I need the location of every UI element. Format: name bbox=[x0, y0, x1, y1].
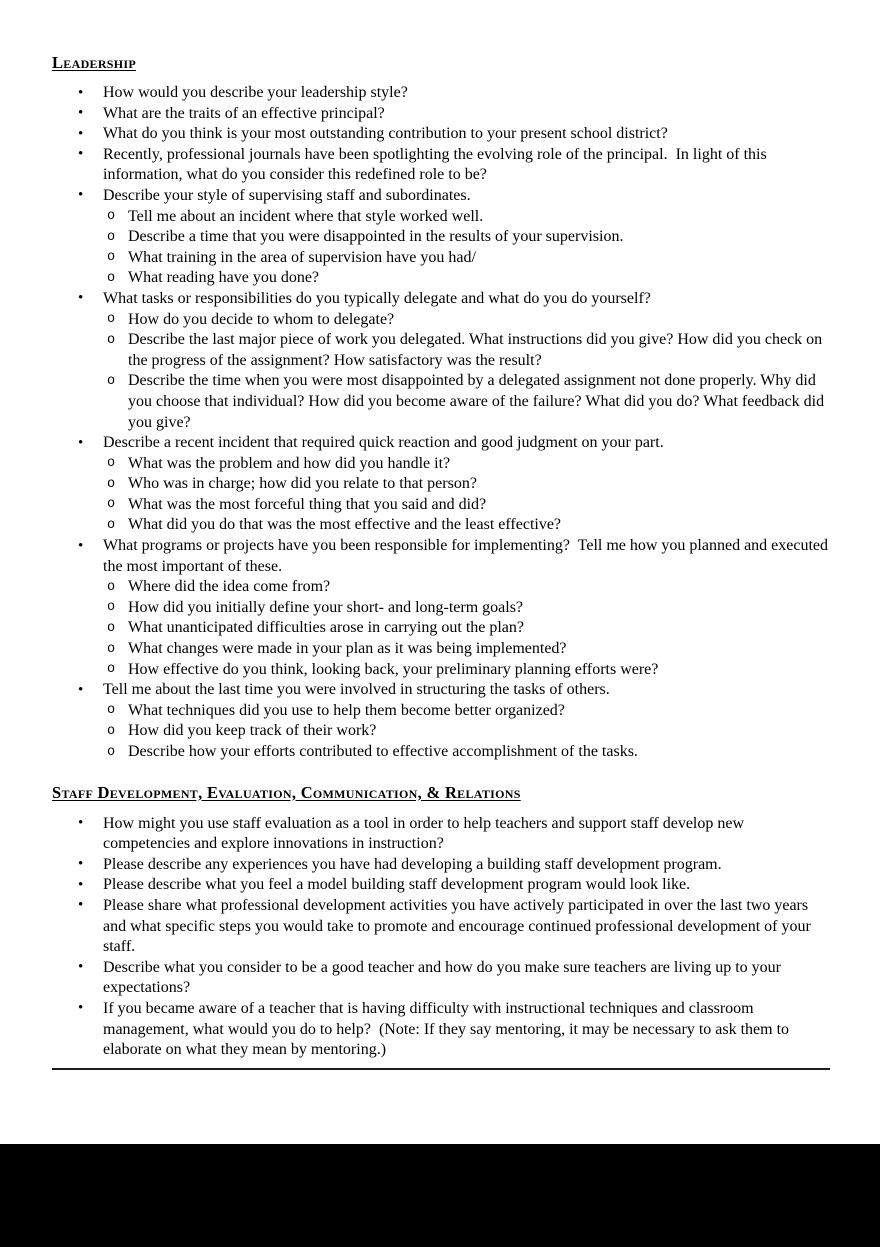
followup-row bbox=[52, 639, 830, 660]
footer-divider-line bbox=[52, 1068, 830, 1071]
bullet-icon: • bbox=[78, 434, 84, 451]
circle-bullet-icon: o bbox=[107, 373, 116, 389]
question-text: Tell me about the last time you were involved in structuring the tasks of others. bbox=[103, 681, 610, 699]
question-item bbox=[52, 814, 830, 855]
question-item bbox=[52, 145, 830, 186]
bullet-icon: • bbox=[78, 876, 84, 893]
question-text: What training in the area of supervision have you had/ bbox=[128, 248, 476, 266]
question-text: Describe a recent incident that required quick reaction and good judgment on your part. bbox=[103, 434, 664, 452]
circle-bullet-icon: o bbox=[107, 456, 116, 472]
bullet-icon: • bbox=[78, 146, 84, 163]
question-item bbox=[52, 83, 830, 104]
circle-bullet-icon: o bbox=[107, 744, 116, 760]
question-text: Describe your style of supervising staff and subordinates. bbox=[103, 186, 471, 204]
question-text: If you became aware of a teacher that is having difficulty with instructional techniques and classroom management, what would you do to help? (Note: If they say mentoring, it may be necessary to ask them to elaborate on what they mean by mentoring.) bbox=[103, 999, 794, 1059]
question-item bbox=[52, 875, 830, 896]
question-text: Who was in charge; how did you relate to that person? bbox=[128, 475, 477, 493]
question-list-staff-development bbox=[52, 814, 830, 1061]
question-item bbox=[52, 104, 830, 125]
question-text: How did you keep track of their work? bbox=[128, 722, 377, 740]
question-item bbox=[52, 289, 830, 433]
question-list-leadership bbox=[52, 83, 833, 763]
followup-row bbox=[52, 701, 830, 722]
question-text: Where did the idea come from? bbox=[128, 578, 331, 596]
question-item bbox=[52, 536, 833, 680]
question-text: Please share what professional development activities you have actively participated in over the last two years and what specific steps you would take to promote and encourage continued professional development of your staff. bbox=[103, 896, 815, 956]
circle-bullet-icon: o bbox=[107, 703, 116, 719]
circle-bullet-icon: o bbox=[107, 332, 116, 348]
question-text: What reading have you done? bbox=[128, 269, 320, 287]
question-text: What was the most forceful thing that you said and did? bbox=[128, 495, 487, 513]
question-item bbox=[52, 855, 830, 876]
question-text: Describe how your efforts contributed to effective accomplishment of the tasks. bbox=[128, 743, 638, 760]
bullet-icon: • bbox=[78, 187, 84, 204]
bullet-icon: • bbox=[78, 681, 84, 698]
followup-row bbox=[52, 660, 830, 681]
black-band-below-page bbox=[0, 1144, 880, 1247]
bullet-icon: • bbox=[78, 959, 84, 976]
question-text: What programs or projects have you been responsible for implementing? Tell me how you planned and executed the most important of these. bbox=[103, 537, 833, 575]
question-text: Please describe any experiences you have had developing a building staff development program. bbox=[103, 855, 722, 873]
bullet-icon: • bbox=[78, 1000, 84, 1017]
question-text: How do you decide to whom to delegate? bbox=[128, 310, 395, 328]
question-text: Describe the last major piece of work you delegated. What instructions did you give? How did you check on the progress of the assignment? How satisfactory was the result? bbox=[128, 331, 827, 369]
question-text: How would you describe your leadership style? bbox=[103, 84, 408, 101]
bullet-icon: • bbox=[78, 537, 84, 554]
bullet-icon: • bbox=[78, 897, 84, 914]
question-text: What was the problem and how did you handle it? bbox=[128, 454, 451, 472]
circle-bullet-icon: o bbox=[107, 579, 116, 595]
question-row bbox=[52, 145, 830, 186]
question-row bbox=[52, 536, 833, 577]
circle-bullet-icon: o bbox=[107, 250, 116, 266]
question-item bbox=[52, 958, 830, 999]
question-row bbox=[52, 875, 830, 896]
question-text: What unanticipated difficulties arose in carrying out the plan? bbox=[128, 619, 525, 637]
followup-row bbox=[52, 742, 830, 763]
question-item bbox=[52, 124, 830, 145]
followup-row bbox=[52, 268, 830, 289]
question-text: What changes were made in your plan as it was being implemented? bbox=[128, 640, 567, 658]
followup-row bbox=[52, 227, 830, 248]
question-text: What are the traits of an effective principal? bbox=[103, 104, 385, 122]
followup-row bbox=[52, 248, 830, 269]
question-text: Please describe what you feel a model building staff development program would look like. bbox=[103, 876, 691, 894]
question-row bbox=[52, 289, 830, 310]
bullet-icon: • bbox=[78, 290, 84, 307]
followup-row bbox=[52, 721, 830, 742]
question-text: What did you do that was the most effective and the least effective? bbox=[128, 516, 562, 534]
circle-bullet-icon: o bbox=[107, 312, 116, 328]
bullet-icon: • bbox=[78, 815, 84, 832]
question-row bbox=[52, 958, 830, 999]
followup-row bbox=[52, 330, 830, 371]
bullet-icon: • bbox=[78, 125, 84, 142]
question-row bbox=[52, 896, 830, 958]
question-item bbox=[52, 433, 830, 536]
followup-row bbox=[52, 454, 830, 475]
question-text: What techniques did you use to help them become better organized? bbox=[128, 701, 565, 719]
question-text: How might you use staff evaluation as a tool in order to help teachers and support staff develop new competencies and explore innovations in instruction? bbox=[103, 814, 749, 853]
followup-row bbox=[52, 310, 830, 331]
section-staff-development bbox=[52, 784, 830, 1061]
circle-bullet-icon: o bbox=[107, 641, 116, 657]
circle-bullet-icon: o bbox=[107, 209, 116, 225]
question-text: Recently, professional journals have been spotlighting the evolving role of the principal. In light of this information, what do you consider this redefined role to be? bbox=[103, 145, 771, 184]
circle-bullet-icon: o bbox=[107, 229, 116, 245]
circle-bullet-icon: o bbox=[107, 723, 116, 739]
bullet-icon: • bbox=[78, 856, 84, 873]
followup-row bbox=[52, 515, 830, 536]
bullet-icon: • bbox=[78, 105, 84, 122]
followup-row bbox=[52, 371, 830, 433]
question-row bbox=[52, 814, 830, 855]
followup-row bbox=[52, 474, 830, 495]
question-row bbox=[52, 855, 830, 876]
question-text: How did you initially define your short- and long-term goals? bbox=[128, 598, 524, 616]
question-item bbox=[52, 186, 830, 289]
question-text: Describe the time when you were most disappointed by a delegated assignment not done properly. Why did you choose that individual? How did you become aware of the failure? What did you do? What feedback did you give? bbox=[128, 372, 829, 431]
circle-bullet-icon: o bbox=[107, 476, 116, 492]
section-leadership bbox=[52, 53, 833, 763]
circle-bullet-icon: o bbox=[107, 600, 116, 616]
section-heading-leadership: Leadership bbox=[52, 53, 137, 72]
followup-row bbox=[52, 618, 830, 639]
question-item bbox=[52, 999, 830, 1061]
section-heading-staff-development: Staff Development, Evaluation, Communication, & Relations bbox=[52, 782, 521, 802]
question-text: Tell me about an incident where that style worked well. bbox=[128, 207, 484, 225]
question-item bbox=[52, 896, 830, 958]
question-row bbox=[52, 999, 830, 1061]
followup-row bbox=[52, 495, 830, 516]
circle-bullet-icon: o bbox=[107, 517, 116, 533]
circle-bullet-icon: o bbox=[107, 497, 116, 513]
followup-row bbox=[52, 598, 830, 619]
question-text: Describe what you consider to be a good teacher and how do you make sure teachers are living up to your expectations? bbox=[103, 958, 785, 997]
question-row bbox=[52, 83, 830, 104]
question-row bbox=[52, 680, 830, 701]
question-item bbox=[52, 680, 830, 762]
question-row bbox=[52, 433, 830, 454]
question-text: Describe a time that you were disappointed in the results of your supervision. bbox=[128, 228, 624, 246]
bullet-icon: • bbox=[78, 84, 84, 101]
question-text: What tasks or responsibilities do you typically delegate and what do you do yourself? bbox=[103, 289, 651, 307]
question-text: How effective do you think, looking back, your preliminary planning efforts were? bbox=[128, 660, 659, 678]
question-row bbox=[52, 186, 830, 207]
followup-row bbox=[52, 207, 830, 228]
circle-bullet-icon: o bbox=[107, 662, 116, 678]
circle-bullet-icon: o bbox=[107, 620, 116, 636]
followup-row bbox=[52, 577, 830, 598]
question-text: What do you think is your most outstanding contribution to your present school district? bbox=[103, 125, 668, 143]
circle-bullet-icon: o bbox=[107, 270, 116, 286]
question-row bbox=[52, 104, 830, 125]
question-row bbox=[52, 124, 830, 145]
